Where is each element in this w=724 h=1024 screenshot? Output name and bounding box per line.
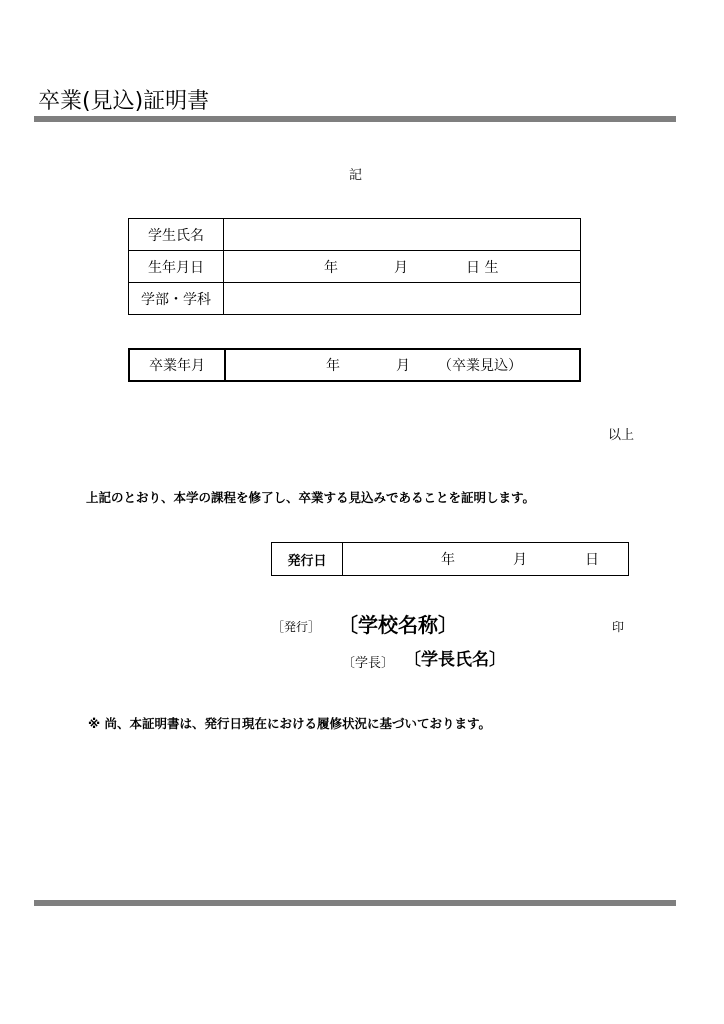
president-label: 〔学長〕 xyxy=(342,656,395,671)
school-name: 〔学校名称〕 xyxy=(338,613,458,637)
issue-day-unit: 日 xyxy=(585,552,599,568)
graduation-status: （卒業見込） xyxy=(438,358,522,374)
table-row xyxy=(129,219,581,251)
birth-day-unit: 日 生 xyxy=(466,259,499,276)
document-title: 卒業(見込)証明書 xyxy=(38,89,210,114)
table-row xyxy=(272,543,629,576)
issue-year-unit: 年 xyxy=(441,552,455,568)
faculty-label: 学部・学科 xyxy=(129,283,224,315)
student-name-label: 学生氏名 xyxy=(129,219,224,251)
graduation-label: 卒業年月 xyxy=(129,349,225,381)
faculty-field[interactable] xyxy=(224,283,581,315)
table-row xyxy=(129,349,580,381)
graduation-table xyxy=(128,348,581,382)
student-info-table xyxy=(128,218,581,315)
bottom-rule xyxy=(34,900,676,906)
certification-statement: 上記のとおり、本学の課程を修了し、卒業する見込みであることを証明します。 xyxy=(86,490,536,505)
birthdate-label: 生年月日 xyxy=(129,251,224,283)
graduation-field[interactable] xyxy=(225,349,580,381)
ijo-label: 以上 xyxy=(608,428,635,443)
ki-label: 記 xyxy=(349,168,363,183)
table-row xyxy=(129,283,581,315)
issue-date-table xyxy=(271,542,629,576)
top-rule xyxy=(34,116,676,122)
footnote: ※ 尚、本証明書は、発行日現在における履修状況に基づいております。 xyxy=(88,716,492,731)
issuer-label: ［発行］ xyxy=(272,620,321,634)
birth-month-unit: 月 xyxy=(394,259,408,276)
issue-month-unit: 月 xyxy=(513,552,527,568)
birth-year-unit: 年 xyxy=(324,259,338,276)
issue-date-field[interactable] xyxy=(343,543,629,576)
graduation-month-unit: 月 xyxy=(396,358,410,374)
seal-mark: 印 xyxy=(612,620,625,634)
birthdate-field[interactable] xyxy=(224,251,581,283)
graduation-year-unit: 年 xyxy=(326,358,340,374)
table-row xyxy=(129,251,581,283)
issue-date-label: 発行日 xyxy=(272,543,343,576)
student-name-field[interactable] xyxy=(224,219,581,251)
president-name: 〔学長氏名〕 xyxy=(404,650,506,670)
